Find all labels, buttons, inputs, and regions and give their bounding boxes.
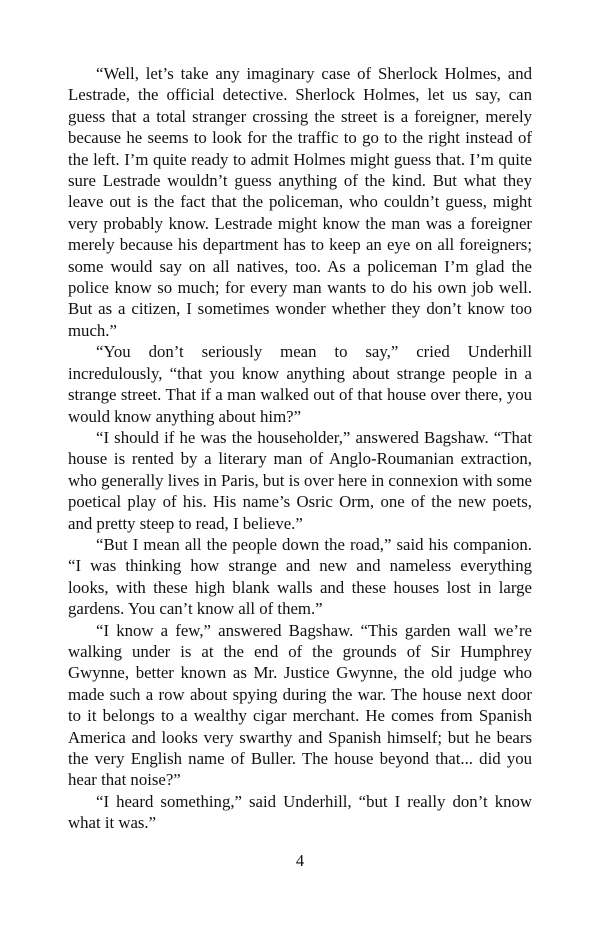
paragraph: “I know a few,” answered Bagshaw. “This garden wall we’re walking under is at the end of the grounds of Sir Humphrey Gwynne, better known as Mr. Justice Gwynne, the old judge who made such a row about spying during the war. The house next door to it belongs to a wealthy cigar merchant. He comes from Spanish America and looks very swarthy and Spanish himself; but he bears the very English name of Buller. The house beyond that... did you hear that noise?” bbox=[68, 620, 532, 790]
paragraph: “You don’t seriously mean to say,” cried Underhill incredulously, “that you know anything about strange people in a strange street. That if a man walked out of that house over there, you would know anything about him?” bbox=[68, 342, 532, 426]
page-text bbox=[68, 63, 532, 834]
paragraph: “But I mean all the people down the road,” said his companion. “I was thinking how strange and new and nameless everything looks, with these high blank walls and these houses lost in large gardens. You can’t know all of them.” bbox=[68, 534, 532, 619]
paragraph: “I should if he was the householder,” answered Bagshaw. “That house is rented by a literary man of Anglo-Roumanian extraction, who generally lives in Paris, but is over here in connexion with some poetical play of his. His name’s Osric Orm, one of the new poets, and pretty steep to read, I believe.” bbox=[68, 427, 532, 533]
page-number: 4 bbox=[295, 851, 305, 870]
paragraph: “I heard something,” said Underhill, “but I really don’t know what it was.” bbox=[68, 791, 532, 833]
paragraph: “Well, let’s take any imaginary case of Sherlock Holmes, and Lestrade, the official detective. Sherlock Holmes, let us say, can guess that a total stranger crossing the street is a foreigner, merely because he seems to look for the traffic to go to the right instead of the left. I’m quite ready to admit Holmes might guess that. I’m quite sure Lestrade wouldn’t guess anything of the kind. But what they leave out is the fact that the policeman, who couldn’t guess, might very probably know. Lestrade might know the man was a foreigner merely because his department has to keep an eye on all foreigners; some would say on all natives, too. As a policeman I’m glad the police know so much; for every man wants to do his own job well. But as a citizen, I sometimes wonder whether they don’t know too much.” bbox=[68, 64, 532, 340]
